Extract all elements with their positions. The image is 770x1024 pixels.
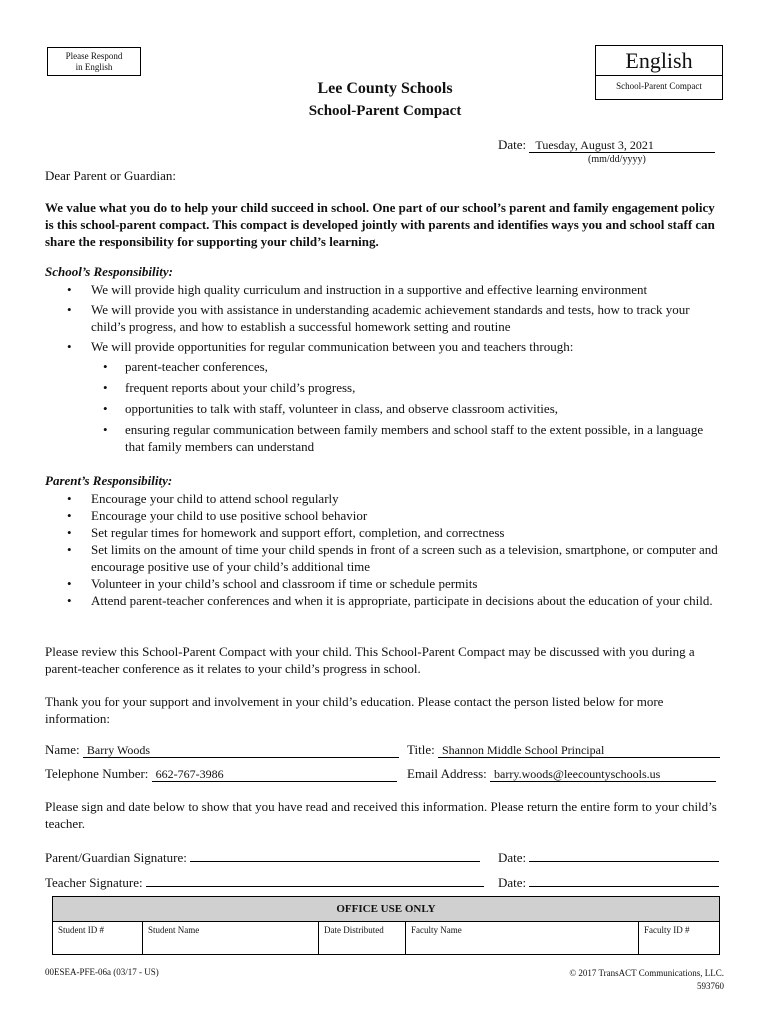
list-item: • We will provide you with assistance in understanding academic achievement standards and tests, how to track your child’s progress, and how to establish a successful homework setting and routine (67, 302, 690, 334)
salutation: Dear Parent or Guardian: (45, 168, 177, 183)
parent-date-row (498, 850, 719, 866)
date-distributed-cell[interactable]: Date Distributed (319, 922, 406, 955)
faculty-id-cell[interactable]: Faculty ID # (639, 922, 720, 955)
parent-responsibility-heading: Parent’s Responsibility: (45, 473, 173, 488)
student-name-cell[interactable]: Student Name (143, 922, 319, 955)
contact-name-row (45, 742, 399, 758)
list-item: • opportunities to talk with staff, volunteer in class, and observe classroom activities, (103, 401, 558, 416)
form-code: 00ESEA-PFE-06a (03/17 - US) (45, 967, 159, 977)
date-label: Date: (498, 137, 527, 152)
student-id-cell[interactable]: Student ID # (53, 922, 143, 955)
list-item: • Set limits on the amount of time your child spends in front of a screen such as a television, smartphone, or computer and encourage positive use of your child’s additional time (67, 542, 718, 574)
office-use-table (52, 896, 720, 955)
document-subtitle: School-Parent Compact (308, 103, 462, 119)
teacher-date-field[interactable] (529, 886, 719, 887)
contact-phone-row (45, 766, 397, 782)
phone-label: Telephone Number: (45, 766, 149, 781)
phone-field[interactable]: 662-767-3986 (152, 767, 397, 782)
teacher-signature-label: Teacher Signature: (45, 875, 143, 890)
list-item: • Volunteer in your child’s school and classroom if time or schedule permits (67, 576, 478, 591)
school-responsibility-list (45, 281, 725, 459)
copyright-text: © 2017 TransACT Communications, LLC. (569, 968, 724, 978)
date-format-hint: (mm/dd/yyyy) (588, 154, 646, 165)
contact-email-row (407, 766, 716, 782)
parent-signature-field[interactable] (190, 861, 480, 862)
faculty-name-cell[interactable]: Faculty Name (406, 922, 639, 955)
list-item: • ensuring regular communication between family members and school staff to the extent possible, in a language that family members can understand (103, 422, 704, 454)
form-number: 593760 (697, 981, 724, 991)
parent-signature-label: Parent/Guardian Signature: (45, 850, 187, 865)
contact-title-row (407, 742, 720, 758)
respond-line-2: in English (75, 62, 113, 72)
list-item: • Encourage your child to attend school regularly (67, 491, 339, 506)
list-item: • We will provide opportunities for regular communication between you and teachers through: • parent-teacher conferences, • frequent reports about your child’s progress, • opportunities to talk with staff, volunteer in class, and observe classroom activities, • ensuring regular communication between family members and school staff to the extent possible, in a language that family members can understand (45, 338, 725, 455)
title-field[interactable]: Shannon Middle School Principal (438, 743, 720, 758)
list-item: • Set regular times for homework and support effort, completion, and correctness (67, 525, 505, 540)
parent-signature-row (45, 850, 480, 866)
parent-date-label: Date: (498, 850, 527, 865)
document-title: Lee County Schools (317, 80, 453, 97)
list-item: • Encourage your child to use positive school behavior (67, 508, 368, 523)
teacher-date-row (498, 875, 719, 891)
name-field[interactable]: Barry Woods (83, 743, 399, 758)
teacher-signature-field[interactable] (146, 886, 484, 887)
school-responsibility-heading: School’s Responsibility: (45, 264, 173, 279)
intro-paragraph: We value what you do to help your child succeed in school. One part of our school’s parent and family engagement policy is this school-parent compact. This compact is developed jointly with parents and identifies ways you and school staff can share the responsibility for supporting your child’s learning. (45, 200, 715, 249)
respond-in-english-box (47, 47, 141, 76)
thanks-paragraph: Thank you for your support and involvement in your child’s education. Please contact the person listed below for more information: (45, 694, 664, 726)
footer-right (569, 967, 724, 993)
parent-date-field[interactable] (529, 861, 719, 862)
list-item: • parent-teacher conferences, (103, 359, 268, 374)
title-label: Title: (407, 742, 435, 757)
parent-responsibility-list (45, 490, 725, 609)
communication-sub-list (91, 358, 725, 455)
email-field[interactable]: barry.woods@leecountyschools.us (490, 767, 716, 782)
sign-paragraph: Please sign and date below to show that you have read and received this information. Please return the entire form to your child’s teacher. (45, 799, 717, 831)
teacher-date-label: Date: (498, 875, 527, 890)
email-label: Email Address: (407, 766, 487, 781)
list-item: • frequent reports about your child’s progress, (103, 380, 356, 395)
date-field[interactable]: Tuesday, August 3, 2021 (529, 138, 715, 153)
date-row (498, 137, 715, 153)
review-paragraph: Please review this School-Parent Compact with your child. This School-Parent Compact may be discussed with you during a parent-teacher conference as it relates to your child’s progress in school. (45, 644, 695, 676)
list-item: • We will provide high quality curriculum and instruction in a supportive and effective learning environment (67, 282, 648, 297)
office-use-heading: OFFICE USE ONLY (53, 897, 720, 922)
respond-line-1: Please Respond (65, 51, 123, 61)
teacher-signature-row (45, 875, 484, 891)
name-label: Name: (45, 742, 80, 757)
language-box-subtitle: School-Parent Compact (616, 81, 702, 91)
list-item: • Attend parent-teacher conferences and when it is appropriate, participate in decisions about the education of your child. (67, 593, 713, 608)
language-label: English (596, 46, 722, 76)
